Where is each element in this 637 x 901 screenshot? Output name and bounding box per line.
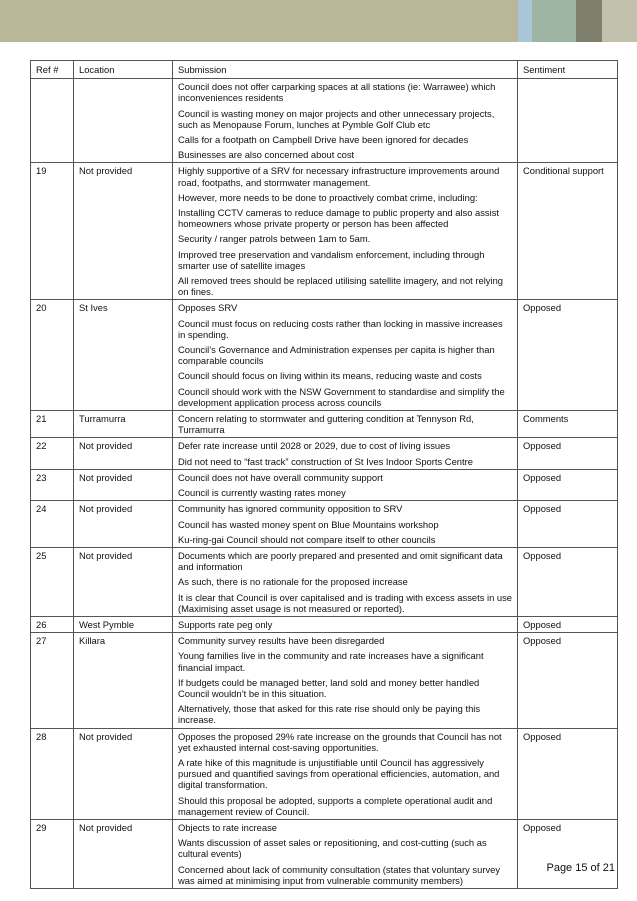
submission-line: Should this proposal be adopted, supports a complete operational audit and management review of Council. [178, 794, 493, 817]
submission-line: Concern relating to stormwater and guttering condition at Tennyson Rd, Turramurra [178, 413, 474, 436]
header-band-block [576, 0, 602, 42]
sentiment-cell: Opposed [518, 616, 618, 632]
submission-line: Council does not offer carparking spaces at all stations (ie: Warrawee) which inconveniences residents [178, 81, 496, 104]
submission-cell [173, 547, 518, 616]
location-cell: Not provided [74, 438, 173, 469]
submission-cell [173, 163, 518, 300]
location-cell: Turramurra [74, 411, 173, 438]
location-cell: Not provided [74, 163, 173, 300]
submission-line: Documents which are poorly prepared and presented and omit significant data and information [178, 549, 503, 573]
ref-cell: 26 [31, 616, 74, 632]
submission-line: Council should focus on living within its means, reducing waste and costs [178, 370, 482, 382]
submission-cell [173, 438, 518, 469]
submission-line: Did not need to “fast track” construction of St Ives Indoor Sports Centre [178, 455, 473, 467]
table-row [31, 163, 618, 300]
submission-cell [173, 300, 518, 411]
submission-line: Council does not have overall community support [178, 471, 383, 483]
sentiment-cell: Opposed [518, 819, 618, 888]
ref-cell: 19 [31, 163, 74, 300]
sentiment-cell: Comments [518, 411, 618, 438]
submission-cell [173, 633, 518, 728]
submission-cell [173, 501, 518, 548]
header-ref: Ref # [31, 61, 74, 79]
header-location: Location [74, 61, 173, 79]
location-cell [74, 79, 173, 163]
sentiment-cell: Opposed [518, 501, 618, 548]
submission-line: Objects to rate increase [178, 821, 278, 833]
location-cell: Not provided [74, 501, 173, 548]
ref-cell: 27 [31, 633, 74, 728]
ref-cell: 23 [31, 469, 74, 500]
submission-line: Supports rate peg only [178, 618, 273, 630]
submission-line: All removed trees should be replaced utilising satellite imagery, and not relying on fines. [178, 275, 503, 298]
submission-line: Opposes SRV [178, 302, 238, 314]
table-body [31, 79, 618, 889]
submission-line: Community survey results have been disregarded [178, 635, 385, 647]
ref-cell: 29 [31, 819, 74, 888]
table-row [31, 300, 618, 411]
submission-line: Council should work with the NSW Government to standardise and simplify the development application process across councils [178, 385, 505, 408]
submissions-table [30, 60, 618, 889]
ref-cell: 20 [31, 300, 74, 411]
submission-cell [173, 728, 518, 819]
submission-line: Defer rate increase until 2028 or 2029, due to cost of living issues [178, 440, 451, 452]
location-cell: West Pymble [74, 616, 173, 632]
submission-line: Alternatively, those that asked for this rate rise should only be paying this increase. [178, 703, 481, 726]
submission-line: Community has ignored community opposition to SRV [178, 503, 403, 515]
sentiment-cell: Opposed [518, 300, 618, 411]
header-band [0, 0, 637, 42]
location-cell: Not provided [74, 547, 173, 616]
submission-line: Council’s Governance and Administration expenses per capita is higher than comparable councils [178, 344, 495, 367]
sentiment-cell: Opposed [518, 438, 618, 469]
table-row [31, 633, 618, 728]
sentiment-cell [518, 79, 618, 163]
table-row [31, 547, 618, 616]
sentiment-cell: Opposed [518, 633, 618, 728]
header-band-block [518, 0, 532, 42]
table-row [31, 79, 618, 163]
sentiment-cell: Opposed [518, 547, 618, 616]
ref-cell: 28 [31, 728, 74, 819]
submission-line: Young families live in the community and rate increases have a significant financial impact. [178, 650, 484, 673]
header-band-main [0, 0, 518, 42]
submission-cell [173, 469, 518, 500]
location-cell: Not provided [74, 819, 173, 888]
page-number: Page 15 of 21 [546, 862, 615, 874]
header-band-block [602, 0, 637, 42]
table-header-row [31, 61, 618, 79]
submission-line: Highly supportive of a SRV for necessary infrastructure improvements around road, footpaths, and stormwater management. [178, 165, 500, 188]
submission-cell [173, 819, 518, 888]
location-cell: Not provided [74, 728, 173, 819]
submission-line: If budgets could be managed better, land sold and money better handled Council wouldn’t be in this situation. [178, 676, 480, 699]
header-submission: Submission [173, 61, 518, 79]
table-row [31, 469, 618, 500]
table-row [31, 411, 618, 438]
ref-cell: 21 [31, 411, 74, 438]
submission-line: Calls for a footpath on Campbell Drive have been ignored for decades [178, 134, 469, 146]
submission-line: As such, there is no rationale for the proposed increase [178, 576, 408, 588]
submission-line: It is clear that Council is over capitalised and is trading with excess assets in use (Maximising asset usage is not measured or reported). [178, 591, 513, 614]
submission-cell [173, 616, 518, 632]
table-row [31, 501, 618, 548]
submission-line: Opposes the proposed 29% rate increase on the grounds that Council has not yet exhausted internal cost-saving opportunities. [178, 730, 502, 753]
header-band-block [532, 0, 576, 42]
submission-line: Concerned about lack of community consultation (states that voluntary survey was aimed at minimising input from vulnerable community members) [178, 863, 501, 886]
table-row [31, 819, 618, 888]
location-cell: St Ives [74, 300, 173, 411]
ref-cell: 22 [31, 438, 74, 469]
submission-line: Ku-ring-gai Council should not compare itself to other councils [178, 533, 436, 545]
submission-line: Installing CCTV cameras to reduce damage to public property and also assist homeowners whose private property or person has been affected [178, 207, 499, 230]
table-row [31, 438, 618, 469]
submission-line: Security / ranger patrols between 1am to 5am. [178, 233, 371, 245]
table-row [31, 728, 618, 819]
ref-cell: 25 [31, 547, 74, 616]
table-row [31, 616, 618, 632]
sentiment-cell: Conditional support [518, 163, 618, 300]
sentiment-cell: Opposed [518, 469, 618, 500]
location-cell: Killara [74, 633, 173, 728]
submission-line: However, more needs to be done to proactively combat crime, including: [178, 191, 478, 203]
submission-cell [173, 411, 518, 438]
location-cell: Not provided [74, 469, 173, 500]
ref-cell [31, 79, 74, 163]
submission-line: Improved tree preservation and vandalism enforcement, including through smarter use of satellite images [178, 248, 485, 271]
submission-line: Council has wasted money spent on Blue Mountains workshop [178, 518, 439, 530]
submission-line: Council must focus on reducing costs rather than locking in massive increases in spending. [178, 317, 503, 340]
submission-line: A rate hike of this magnitude is unjustifiable until Council has aggressively pursued and quantified savings from operational efficiencies, automation, and digital transformation. [178, 756, 500, 791]
sentiment-cell: Opposed [518, 728, 618, 819]
submission-line: Council is wasting money on major projects and other unnecessary projects, such as Menopause Forum, lunches at Pymble Golf Club etc [178, 107, 495, 130]
submission-line: Wants discussion of asset sales or repositioning, and cost-cutting (such as cultural events) [178, 837, 487, 860]
ref-cell: 24 [31, 501, 74, 548]
submission-line: Businesses are also concerned about cost [178, 149, 355, 161]
header-sentiment: Sentiment [518, 61, 618, 79]
submission-line: Council is currently wasting rates money [178, 487, 346, 499]
submission-cell [173, 79, 518, 163]
